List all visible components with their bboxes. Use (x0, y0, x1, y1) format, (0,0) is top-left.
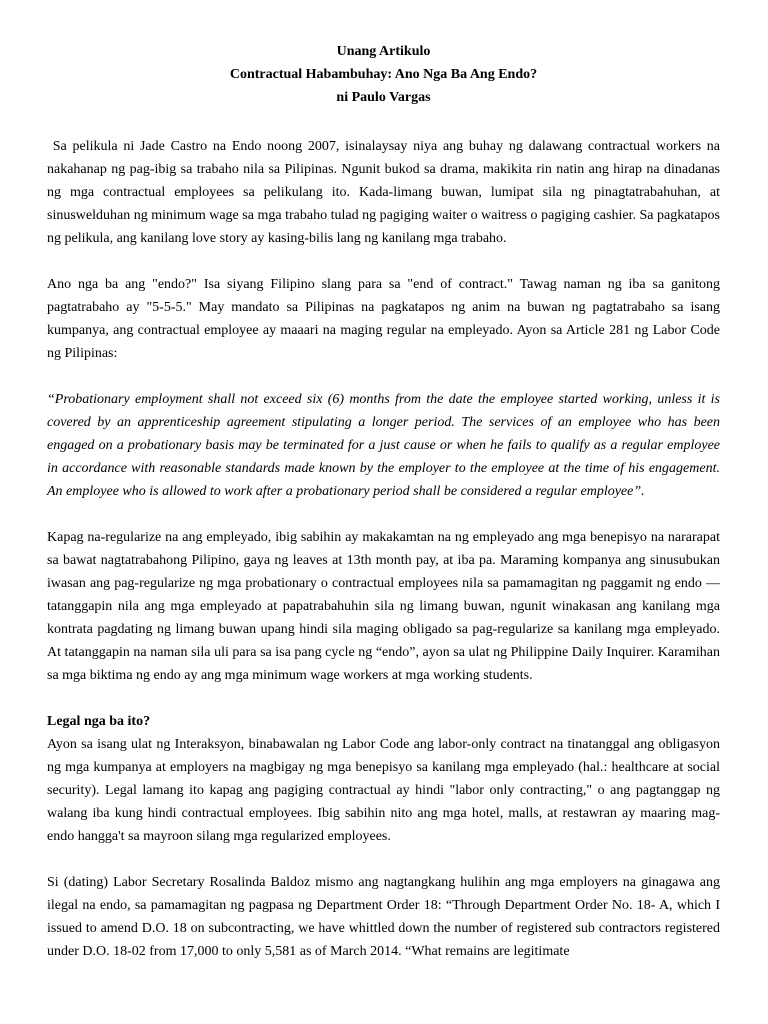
article-label: Unang Artikulo (336, 44, 431, 59)
document-page (47, 40, 720, 963)
paragraph-legality: Ayon sa isang ulat ng Interaksyon, binabawalan ng Labor Code ang labor-only contract na tinatanggal ang obligasyon ng mga kumpanya at employers na magbigay ng mga benepisyo sa kanilang mga empleyado (hal.: healthcare at social security). Legal lamang ito kapag ang pagiging contractual ay hindi "labor only contracting," o ang pagtanggap ng walang iba kung hindi contractual employees. Ibig sabihin nito ang mga hotel, malls, at restawran ay maaring mag-endo hangga't sa mayroon silang mga regularized employees. (47, 737, 720, 844)
paragraph-regularization: Kapag na-regularize na ang empleyado, ibig sabihin ay makakamtan na ng empleyado ang mga benepisyo na nararapat sa bawat nagtatrabahong Pilipino, gaya ng leaves at 13th month pay, at iba pa. Maraming kompanya ang sinusubukan iwasan ang pag-regularize ng mga probationary o contractual employees nila sa pamamagitan ng paggamit ng endo — tatanggapin nila ang mga empleyado at papatrabahuhin sila ng limang buwan, ngunit winakasan ang kanilang mga kontrata pagdating ng limang buwan upang hindi sila maging obligado sa pag-regularize sa kanilang mga empleyado. At tatanggapin na naman sila uli para sa isa pang cycle ng “endo”, ayon sa ulat ng Philippine Daily Inquirer. Karamihan sa mga biktima ng endo ay ang mga minimum wage workers at mga working students. (47, 530, 720, 683)
paragraph-endo-definition: Ano nga ba ang "endo?" Isa siyang Filipino slang para sa "end of contract." Tawag naman ng iba sa ganitong pagtatrabaho ay "5-5-5." May mandato sa Pilipinas na pagkatapos ng anim na buwan ng pagtatrabaho sa isang kumpanya, ang contractual employee ay maaari na maging regular na empleyado. Ayon sa Article 281 ng Labor Code ng Pilipinas: (47, 277, 720, 361)
article-header (47, 40, 720, 109)
labor-code-quote: “Probationary employment shall not exceed six (6) months from the date the employee started working, unless it is covered by an apprenticeship agreement stipulating a longer period. The services of an employee who has been engaged on a probationary basis may be terminated for a just cause or when he fails to qualify as a regular employee in accordance with reasonable standards made known by the employer to the employee at the time of his engagement. An employee who is allowed to work after a probationary period shall be considered a regular employee”. (47, 392, 720, 499)
paragraph-baldoz: Si (dating) Labor Secretary Rosalinda Baldoz mismo ang nagtangkang hulihin ang mga employers na ginagawa ang ilegal na endo, sa pamamagitan ng pagpasa ng Department Order 18: “Through Department Order No. 18- A, which I issued to amend D.O. 18 on subcontracting, we have whittled down the number of registered sub contractors registered under D.O. 18-02 from 17,000 to only 5,581 as of March 2014. “What remains are legitimate (47, 875, 720, 959)
article-author: ni Paulo Vargas (336, 90, 431, 105)
paragraph-intro: Sa pelikula ni Jade Castro na Endo noong 2007, isinalaysay niya ang buhay ng dalawang contractual workers na nakahanap ng pag-ibig sa trabaho nila sa Pilipinas. Ngunit bukod sa drama, makikita rin natin ang hirap na dinadanas ng mga contractual employees sa pelikulang ito. Kada-limang buwan, lumipat sila ng pinagtatrabahuhan, at sinuswelduhan ng minimum wage sa mga trabaho tulad ng pagiging waiter o waitress o pagiging cashier. Sa pagkatapos ng pelikula, ang kanilang love story ay kasing-bilis lang ng kanilang mga trabaho. (47, 139, 720, 246)
article-title: Contractual Habambuhay: Ano Nga Ba Ang Endo? (229, 67, 538, 82)
section-heading-legal: Legal nga ba ito? (47, 714, 151, 729)
